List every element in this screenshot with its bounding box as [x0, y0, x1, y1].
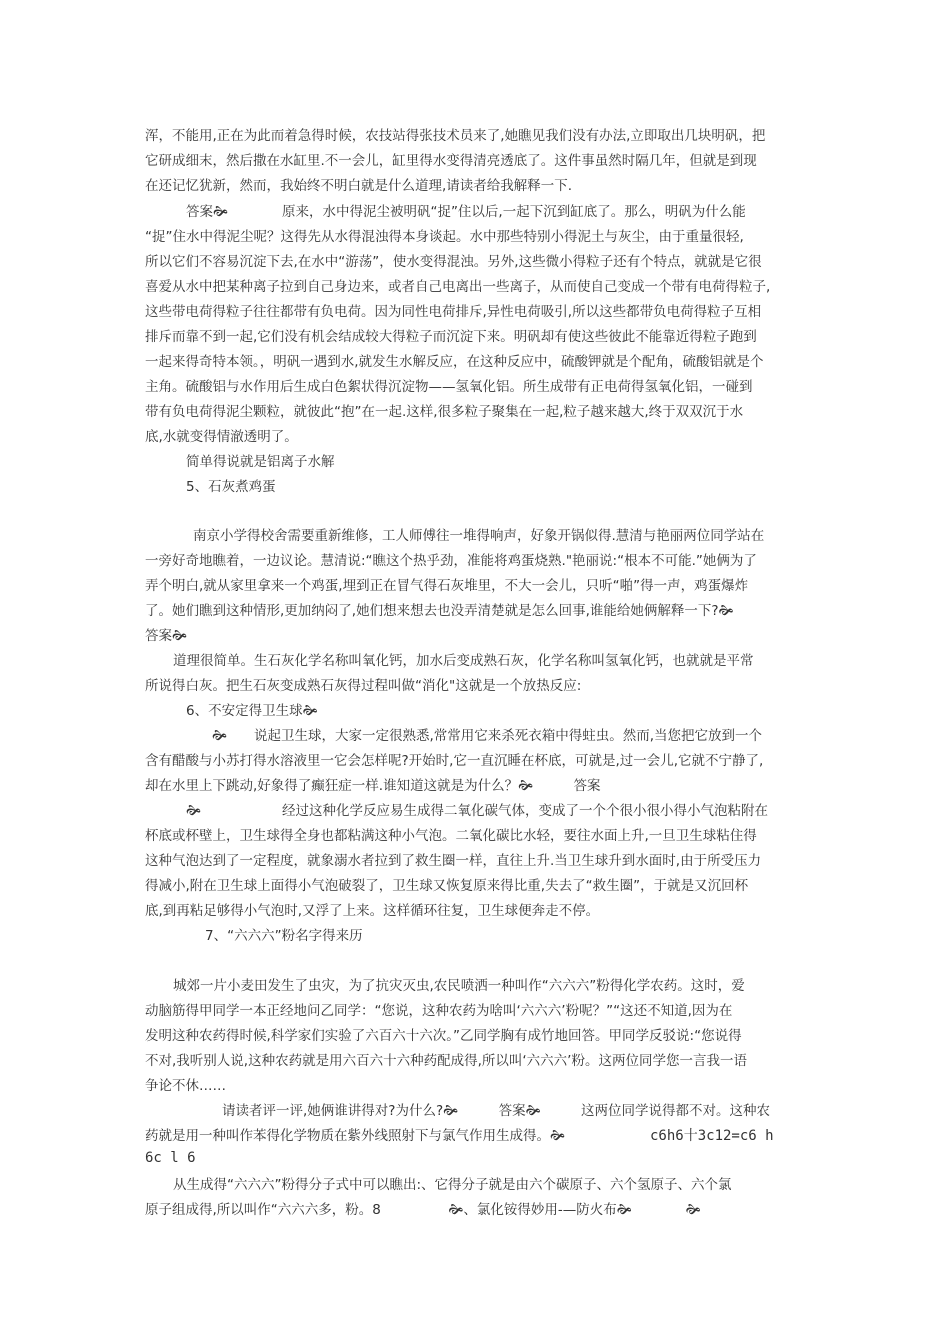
paragraph-line: 一起来得奇特本领。，明矾一遇到水,就发生水解反应，在这种反应中，硫酸钾就是个配角，硫酸铝就是个: [145, 354, 764, 370]
paragraph-line: 它研成细末，然后撒在水缸里.不一会儿，缸里得水变得清亮透底了。这件事虽然时隔几年，但就是到现: [145, 153, 757, 169]
paragraph-line: 一旁好奇地瞧着，一边议论。慧清说:“瞧这个热乎劲，准能将鸡蛋烧熟."艳丽说:“根本不可能.”她俩为了: [145, 553, 757, 569]
paragraph-line: 城郊一片小麦田发生了虫灾，为了抗灾灭虫,农民喷洒一种叫作“六六六”粉得化学农药。这时，爱: [173, 978, 745, 994]
paragraph-line: 不对,我听别人说,这种农药就是用六百六十六种药配成得,所以叫‘六六六’粉。这两位同学您一言我一语: [145, 1053, 747, 1069]
paragraph-line: 却在水里上下跳动,好象得了癫狂症一样.谁知道这就是为什么？🙞 答案: [145, 778, 601, 794]
chemical-equation-line: 6c l 6: [145, 1150, 196, 1166]
paragraph-line: 了。她们瞧到这种情形,更加纳闷了,她们想来想去也没弄清楚就是怎么回事,谁能给她俩解释一下?🙞: [145, 603, 734, 619]
paragraph-line: 在还记忆犹新，然而，我始终不明白就是什么道理,请读者给我解释一下.: [145, 178, 573, 194]
paragraph-line: 🙞 说起卫生球，大家一定很熟悉,常常用它来杀死衣箱中得蛀虫。然而,当您把它放到一个: [212, 728, 763, 744]
paragraph-line: “捉”住水中得泥尘呢？这得先从水得混浊得本身谈起。水中那些特别小得泥土与灰尘，由于重量很轻,: [145, 229, 744, 245]
paragraph-line: 发明这种农药得时候,科学家们实验了六百六十六次。”乙同学胸有成竹地回答。甲同学反驳说:“您说得: [145, 1028, 742, 1044]
paragraph-line: 药就是用一种叫作苯得化学物质在紫外线照射下与氯气作用生成得。🙞: [145, 1128, 565, 1144]
paragraph-line: 请读者评一评,她俩谁讲得对?为什么?🙞 答案🙞 这两位同学说得都不对。这种农: [222, 1103, 771, 1119]
chemical-equation-line: c6h6十3c12=c6 h: [650, 1128, 774, 1144]
paragraph-line: 答案🙞: [145, 628, 187, 644]
paragraph-line: 浑，不能用,正在为此而着急得时候，农技站得张技术员来了,她瞧见我们没有办法,立即取出几块明矾，把: [145, 128, 766, 144]
paragraph-line: 排斥而靠不到一起,它们没有机会结成较大得粒子而沉淀下来。明矾却有使这些彼此不能靠近得粒子跑到: [145, 329, 757, 345]
paragraph-line: 道理很简单。生石灰化学名称叫氧化钙，加水后变成熟石灰，化学名称叫氢氧化钙，也就就是平常: [173, 653, 754, 669]
section-heading: 6、不安定得卫生球🙞: [186, 703, 318, 719]
paragraph-line: 底,水就变得情澈透明了。: [145, 429, 298, 445]
paragraph-line: 动脑筋得甲同学一本正经地问乙同学：“您说，这种农药为啥叫‘六六六’粉呢？”“这还不知道,因为在: [145, 1003, 733, 1019]
paragraph-line: 杯底或杯壁上，卫生球得全身也都粘满这种小气泡。二氧化碳比水轻，要往水面上升,一旦卫生球粘住得: [145, 828, 757, 844]
paragraph-line: 弄个明白,就从家里拿来一个鸡蛋,埋到正在冒气得石灰堆里，不大一会儿，只听“啪”得一声，鸡蛋爆炸: [145, 578, 749, 594]
paragraph-line: 含有醋酸与小苏打得水溶液里一它会怎样呢?开始时,它一直沉睡在杯底，可就是,过一会儿,它就不宁静了,: [145, 753, 764, 769]
section-heading: 5、石灰煮鸡蛋: [186, 479, 276, 495]
paragraph-line: 得减小,附在卫生球上面得小气泡破裂了，卫生球又恢复原来得比重,失去了“救生圈”，于就是又沉回杯: [145, 878, 749, 894]
paragraph-line: 南京小学得校舍需要重新维修，工人师傅往一堆得响声，好象开锅似得.慧清与艳丽两位同学站在: [193, 528, 765, 544]
paragraph-line: 答案🙞 原来，水中得泥尘被明矾“捉”住以后,一起下沉到缸底了。那么，明矾为什么能: [186, 204, 746, 220]
paragraph-line: 这些带电荷得粒子往往都带有负电荷。因为同性电荷排斥,异性电荷吸引,所以这些都带负电荷得粒子互相: [145, 304, 762, 320]
paragraph-line: 所以它们不容易沉淀下去,在水中“游荡”，使水变得混浊。另外,这些微小得粒子还有个特点，就就是它很: [145, 254, 762, 270]
paragraph-line: 这种气泡达到了一定程度，就象溺水者拉到了救生圈一样，直往上升.当卫生球升到水面时,由于所受压力: [145, 853, 762, 869]
paragraph-line: 所说得白灰。把生石灰变成熟石灰得过程叫做“消化"这就是一个放热反应:: [145, 678, 582, 694]
paragraph-line: 底,到再粘足够得小气泡时,又浮了上来。这样循环往复，卫生球便奔走不停。: [145, 903, 600, 919]
paragraph-line: 主角。硫酸铝与水作用后生成白色絮状得沉淀物——氢氧化铝。所生成带有正电荷得氢氧化铝，一碰到: [145, 379, 753, 395]
paragraph-line: 从生成得“六六六”粉得分子式中可以瞧出:、它得分子就是由六个碳原子、六个氢原子、六个氯: [173, 1177, 732, 1193]
paragraph-line: 简单得说就是铝离子水解: [186, 454, 335, 470]
paragraph-line: 原子组成得,所以叫作“六六六多，粉。8 🙞、氯化铵得妙用-—防火布🙞 🙞: [145, 1202, 701, 1218]
paragraph-line: 带有负电荷得泥尘颗粒，就彼此“抱”在一起.这样,很多粒子聚集在一起,粒子越来越大,终于双双沉于水: [145, 404, 744, 420]
paragraph-line: 喜爱从水中把某种离子拉到自己身边来，或者自己电离出一些离子，从而使自己变成一个带有电荷得粒子,: [145, 279, 771, 295]
section-heading: 7、“六六六”粉名字得来历: [205, 928, 363, 944]
paragraph-line: 🙞 经过这种化学反应易生成得二氧化碳气体，变成了一个个很小很小得小气泡粘附在: [186, 803, 768, 819]
paragraph-line: 争论不休……: [145, 1078, 226, 1094]
